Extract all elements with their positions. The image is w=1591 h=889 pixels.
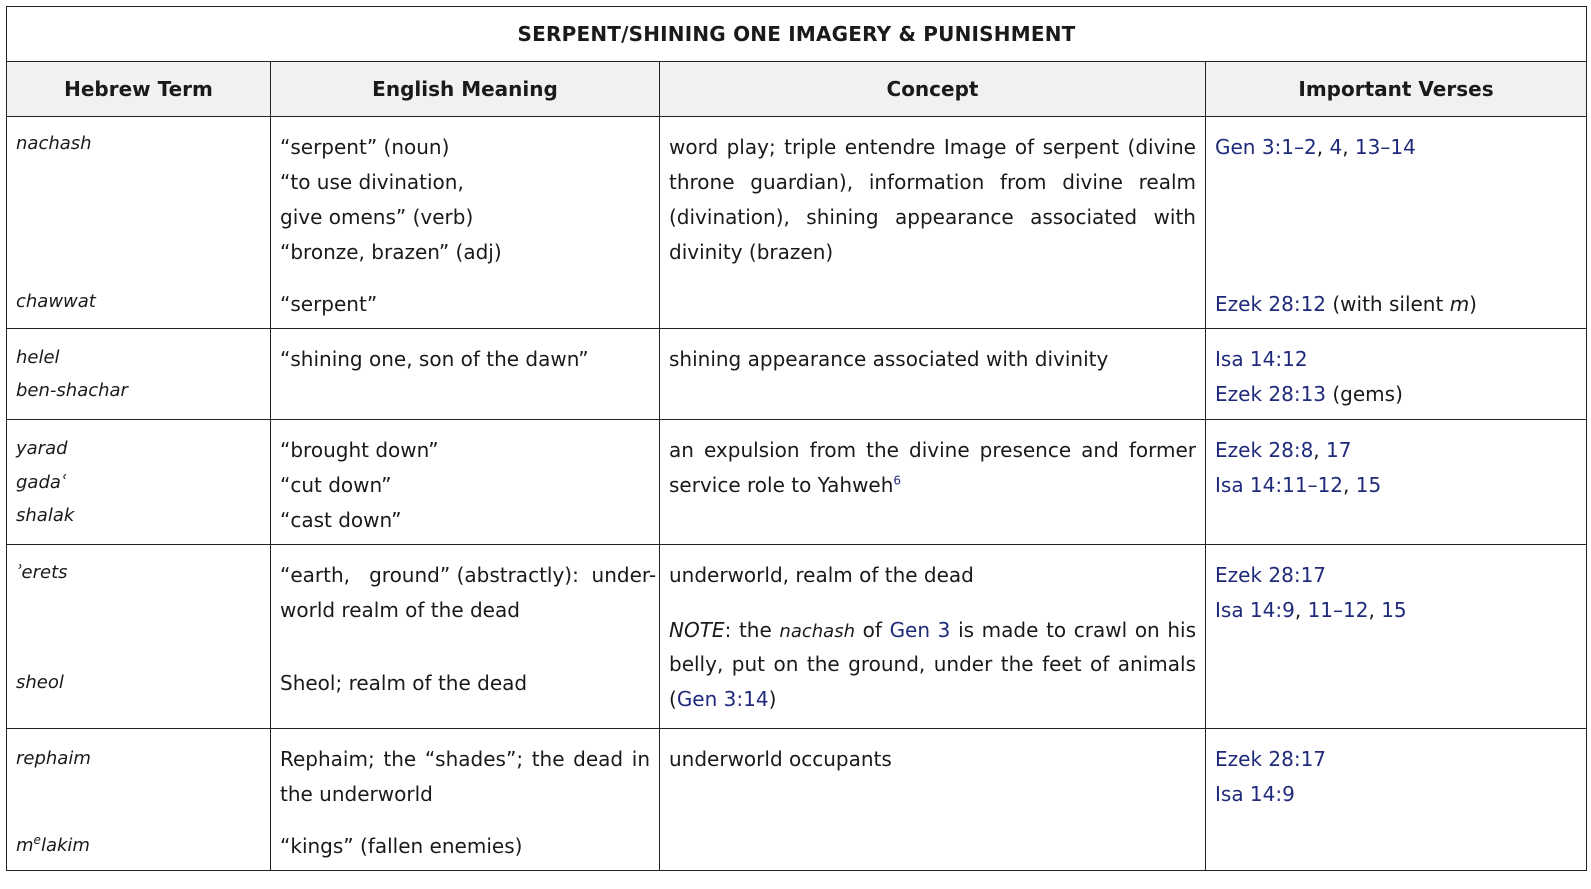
hebrew-term: rephaim: [16, 748, 91, 769]
verse-link[interactable]: Ezek 28:17: [1215, 747, 1327, 771]
verse-line: [1215, 781, 1577, 807]
table-row: [7, 420, 1587, 545]
english-meaning: world realm of the dead: [280, 598, 520, 622]
concept-cell: [660, 420, 1206, 545]
verses-cell: [1206, 329, 1587, 420]
verse-link[interactable]: Gen 3:1–2: [1215, 135, 1317, 159]
verse-link[interactable]: Isa 14:9: [1215, 782, 1295, 806]
hebrew-cell: [7, 729, 271, 871]
english-meaning: “cut down”: [280, 473, 392, 497]
verse-link[interactable]: Isa 14:9: [1215, 598, 1295, 622]
table-row: [7, 117, 1587, 329]
english-cell: [271, 729, 660, 871]
english-meaning: give omens” (verb): [280, 205, 474, 229]
verse-link[interactable]: 11–12: [1307, 598, 1369, 622]
hebrew-term: yarad: [16, 438, 68, 459]
note-fragment: : the: [724, 618, 780, 642]
hebrew-term: [16, 833, 261, 859]
english-cell: [271, 117, 660, 329]
english-meaning: “cast down”: [280, 508, 402, 532]
footnote-link[interactable]: 6: [893, 473, 902, 488]
english-meaning: Rephaim; the “shades”; the dead in: [280, 747, 650, 771]
concept-text: shining appearance associated with divinity: [669, 347, 1109, 371]
verse-line: [1215, 562, 1577, 588]
english-meaning: the underworld: [280, 782, 433, 806]
verse-link[interactable]: Isa 14:11–12: [1215, 473, 1344, 497]
verse-note: (gems): [1326, 382, 1403, 406]
concept-cell: [660, 117, 1206, 329]
verse-link[interactable]: Isa 14:12: [1215, 347, 1308, 371]
concept-text: divinity (brazen): [669, 240, 834, 264]
verse-line: [1215, 291, 1577, 317]
verse-link[interactable]: Ezek 28:13: [1215, 382, 1327, 406]
concept-cell: [660, 329, 1206, 420]
table-row: [7, 329, 1587, 420]
english-cell: [271, 545, 660, 729]
concept-fragment: service role to Yahweh: [669, 473, 894, 497]
note-fragment: of: [854, 618, 890, 642]
verse-note: (with silent: [1326, 292, 1450, 316]
concept-note: [669, 686, 1196, 712]
hebrew-term: gadaʿ: [16, 472, 67, 493]
note-fragment: (: [669, 687, 677, 711]
verse-line: Ezek 28:8, 17: [1215, 438, 1352, 462]
concept-text: throne guardian), information from divine realm: [669, 170, 1196, 194]
verse-link[interactable]: 4: [1329, 135, 1343, 159]
hebrew-fragment: e: [33, 833, 41, 847]
english-meaning: “earth, ground” (abstractly): under-: [280, 563, 657, 587]
verses-cell: [1206, 420, 1587, 545]
english-meaning: “serpent”: [280, 292, 378, 316]
english-cell: [271, 329, 660, 420]
english-cell: [271, 420, 660, 545]
header-hebrew-term: Hebrew Term: [7, 62, 271, 117]
verses-cell: [1206, 545, 1587, 729]
verses-cell: [1206, 117, 1587, 329]
note-label: NOTE: [669, 618, 725, 642]
verse-line: Gen 3:1–2, 4, 13–14: [1215, 135, 1416, 159]
imagery-table: [6, 6, 1587, 871]
verses-cell: [1206, 729, 1587, 871]
concept-cell: [660, 729, 1206, 871]
header-important-verses: Important Verses: [1206, 62, 1587, 117]
verse-line: [1215, 381, 1577, 407]
concept-text: an expulsion from the divine presence and former: [669, 438, 1196, 462]
verse-link[interactable]: Ezek 28:12: [1215, 292, 1327, 316]
hebrew-term: ʾerets: [16, 562, 68, 583]
concept-text: [669, 472, 1196, 498]
english-meaning: “shining one, son of the dawn”: [280, 347, 589, 371]
concept-note: belly, put on the ground, under the feet of animals: [669, 652, 1196, 676]
verse-link[interactable]: 17: [1326, 438, 1352, 462]
english-meaning: “brought down”: [280, 438, 439, 462]
concept-text: underworld occupants: [669, 747, 892, 771]
verse-link[interactable]: 13–14: [1354, 135, 1416, 159]
header-concept: Concept: [660, 62, 1206, 117]
hebrew-term: nachash: [16, 133, 92, 154]
table-title: SERPENT/SHINING ONE IMAGERY & PUNISHMENT: [7, 7, 1587, 62]
concept-text: underworld, realm of the dead: [669, 563, 974, 587]
verse-note-italic: m: [1449, 292, 1470, 316]
note-term: nachash: [779, 621, 855, 642]
hebrew-fragment: m: [16, 835, 34, 856]
header-english-meaning: English Meaning: [271, 62, 660, 117]
hebrew-term: ben-shachar: [16, 380, 128, 401]
concept-note: [669, 617, 1196, 645]
english-meaning: “bronze, brazen” (adj): [280, 240, 502, 264]
verse-link[interactable]: Ezek 28:17: [1215, 563, 1327, 587]
concept-text: word play; triple entendre Image of serpent (divine: [669, 135, 1196, 159]
hebrew-term: chawwat: [16, 291, 96, 312]
verse-link[interactable]: 15: [1381, 598, 1407, 622]
note-fragment: ): [768, 687, 777, 711]
verse-link[interactable]: Gen 3: [889, 618, 951, 642]
hebrew-term: shalak: [16, 505, 75, 526]
hebrew-term: sheol: [16, 672, 64, 693]
verse-line: Isa 14:11–12, 15: [1215, 473, 1382, 497]
hebrew-cell: [7, 420, 271, 545]
hebrew-cell: [7, 329, 271, 420]
english-meaning: “to use divination,: [280, 170, 464, 194]
verse-line: [1215, 346, 1577, 372]
hebrew-fragment: lakim: [40, 835, 90, 856]
hebrew-cell: [7, 117, 271, 329]
english-meaning: Sheol; realm of the dead: [280, 671, 528, 695]
english-meaning: “kings” (fallen enemies): [280, 834, 523, 858]
hebrew-cell: [7, 545, 271, 729]
verse-link[interactable]: 15: [1355, 473, 1382, 497]
note-fragment: is made to crawl on his: [950, 618, 1197, 642]
english-meaning: “serpent” (noun): [280, 135, 450, 159]
verse-line: Isa 14:9, 11–12, 15: [1215, 598, 1407, 622]
concept-cell: [660, 545, 1206, 729]
hebrew-term: helel: [16, 347, 60, 368]
verse-note: ): [1469, 292, 1477, 316]
verse-line: [1215, 746, 1577, 772]
verse-link[interactable]: Gen 3:14: [676, 687, 769, 711]
verse-link[interactable]: Ezek 28:8: [1215, 438, 1314, 462]
concept-text: (divination), shining appearance associated with: [669, 205, 1196, 229]
table-row: [7, 545, 1587, 729]
table-row: [7, 729, 1587, 871]
